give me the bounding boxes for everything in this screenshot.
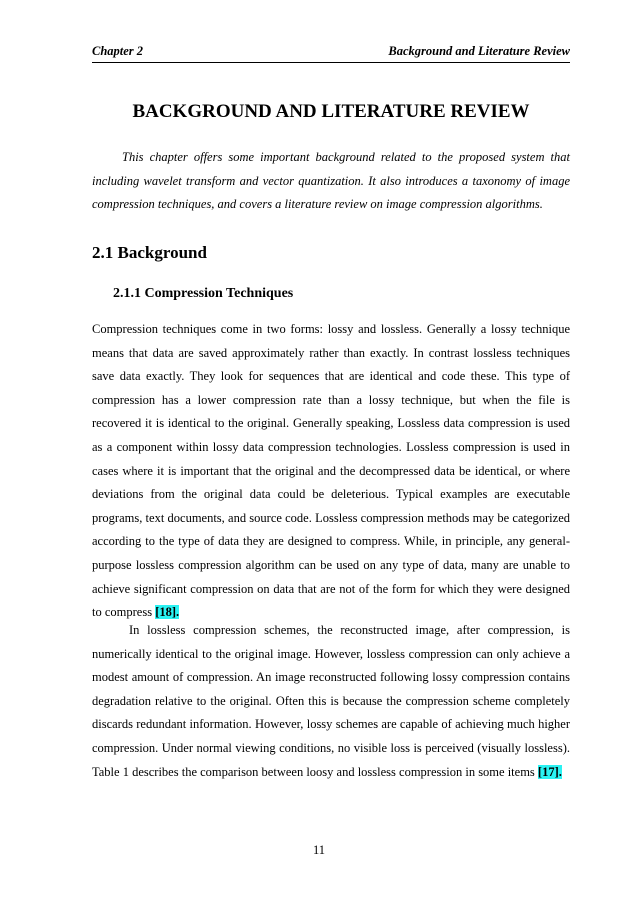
paragraph-text: Compression techniques come in two forms: lossy and lossless. Generally a lossy technique means that data are saved approximately rather than exactly. In contrast lossless techniques save data exactly. They look for sequences that are identical and code these. This type of compression has a lower compression rate than a lossy technique, but when the file is recovered it is identical to the original. Generally speaking, Lossless data compression is used as a component within lossy data compression technologies. Lossless compression is used in cases where it is important that the original and the decompressed data be identical, or where deviations from the original data could be deleterious. Typical examples are executable programs, text documents, and source code. Lossless compression methods may be categorized according to the type of data they are designed to compress. While, in principle, any general-purpose lossless compression algorithm can be used on any type of data, many are unable to achieve significant compression on data that are not of the form for which they were designed to compress [92,322,570,620]
chapter-abstract: This chapter offers some important background related to the proposed system that including wavelet transform and vector quantization. It also introduces a taxonomy of image compression techniques, and covers a literature review on image compression algorithms. [92,150,570,212]
header-title: Background and Literature Review [388,44,570,58]
chapter-title: BACKGROUND AND LITERATURE REVIEW [132,101,530,122]
header-divider [92,62,570,63]
page-number: 11 [312,843,326,857]
subsection-heading: 2.1.1 Compression Techniques [113,286,294,301]
section-heading: 2.1 Background [92,243,207,262]
paragraph-text: In lossless compression schemes, the reconstructed image, after compression, is numerically identical to the original image. However, lossless compression can only achieve a modest amount of compression. An image reconstructed following lossy compression contains degradation relative to the original. Often this is because the compression scheme completely discards redundant information. However, lossy schemes are capable of achieving much higher compression. Under normal viewing conditions, no visible loss is perceived (visually lossless). Table 1 describes the comparison between loosy and lossless compression in some items [92,623,570,779]
citation-link[interactable]: [17]. [537,764,562,779]
body-paragraph [92,318,570,625]
header-chapter: Chapter 2 [92,44,144,58]
citation-link[interactable]: [18]. [155,605,180,620]
body-paragraph [92,619,570,784]
